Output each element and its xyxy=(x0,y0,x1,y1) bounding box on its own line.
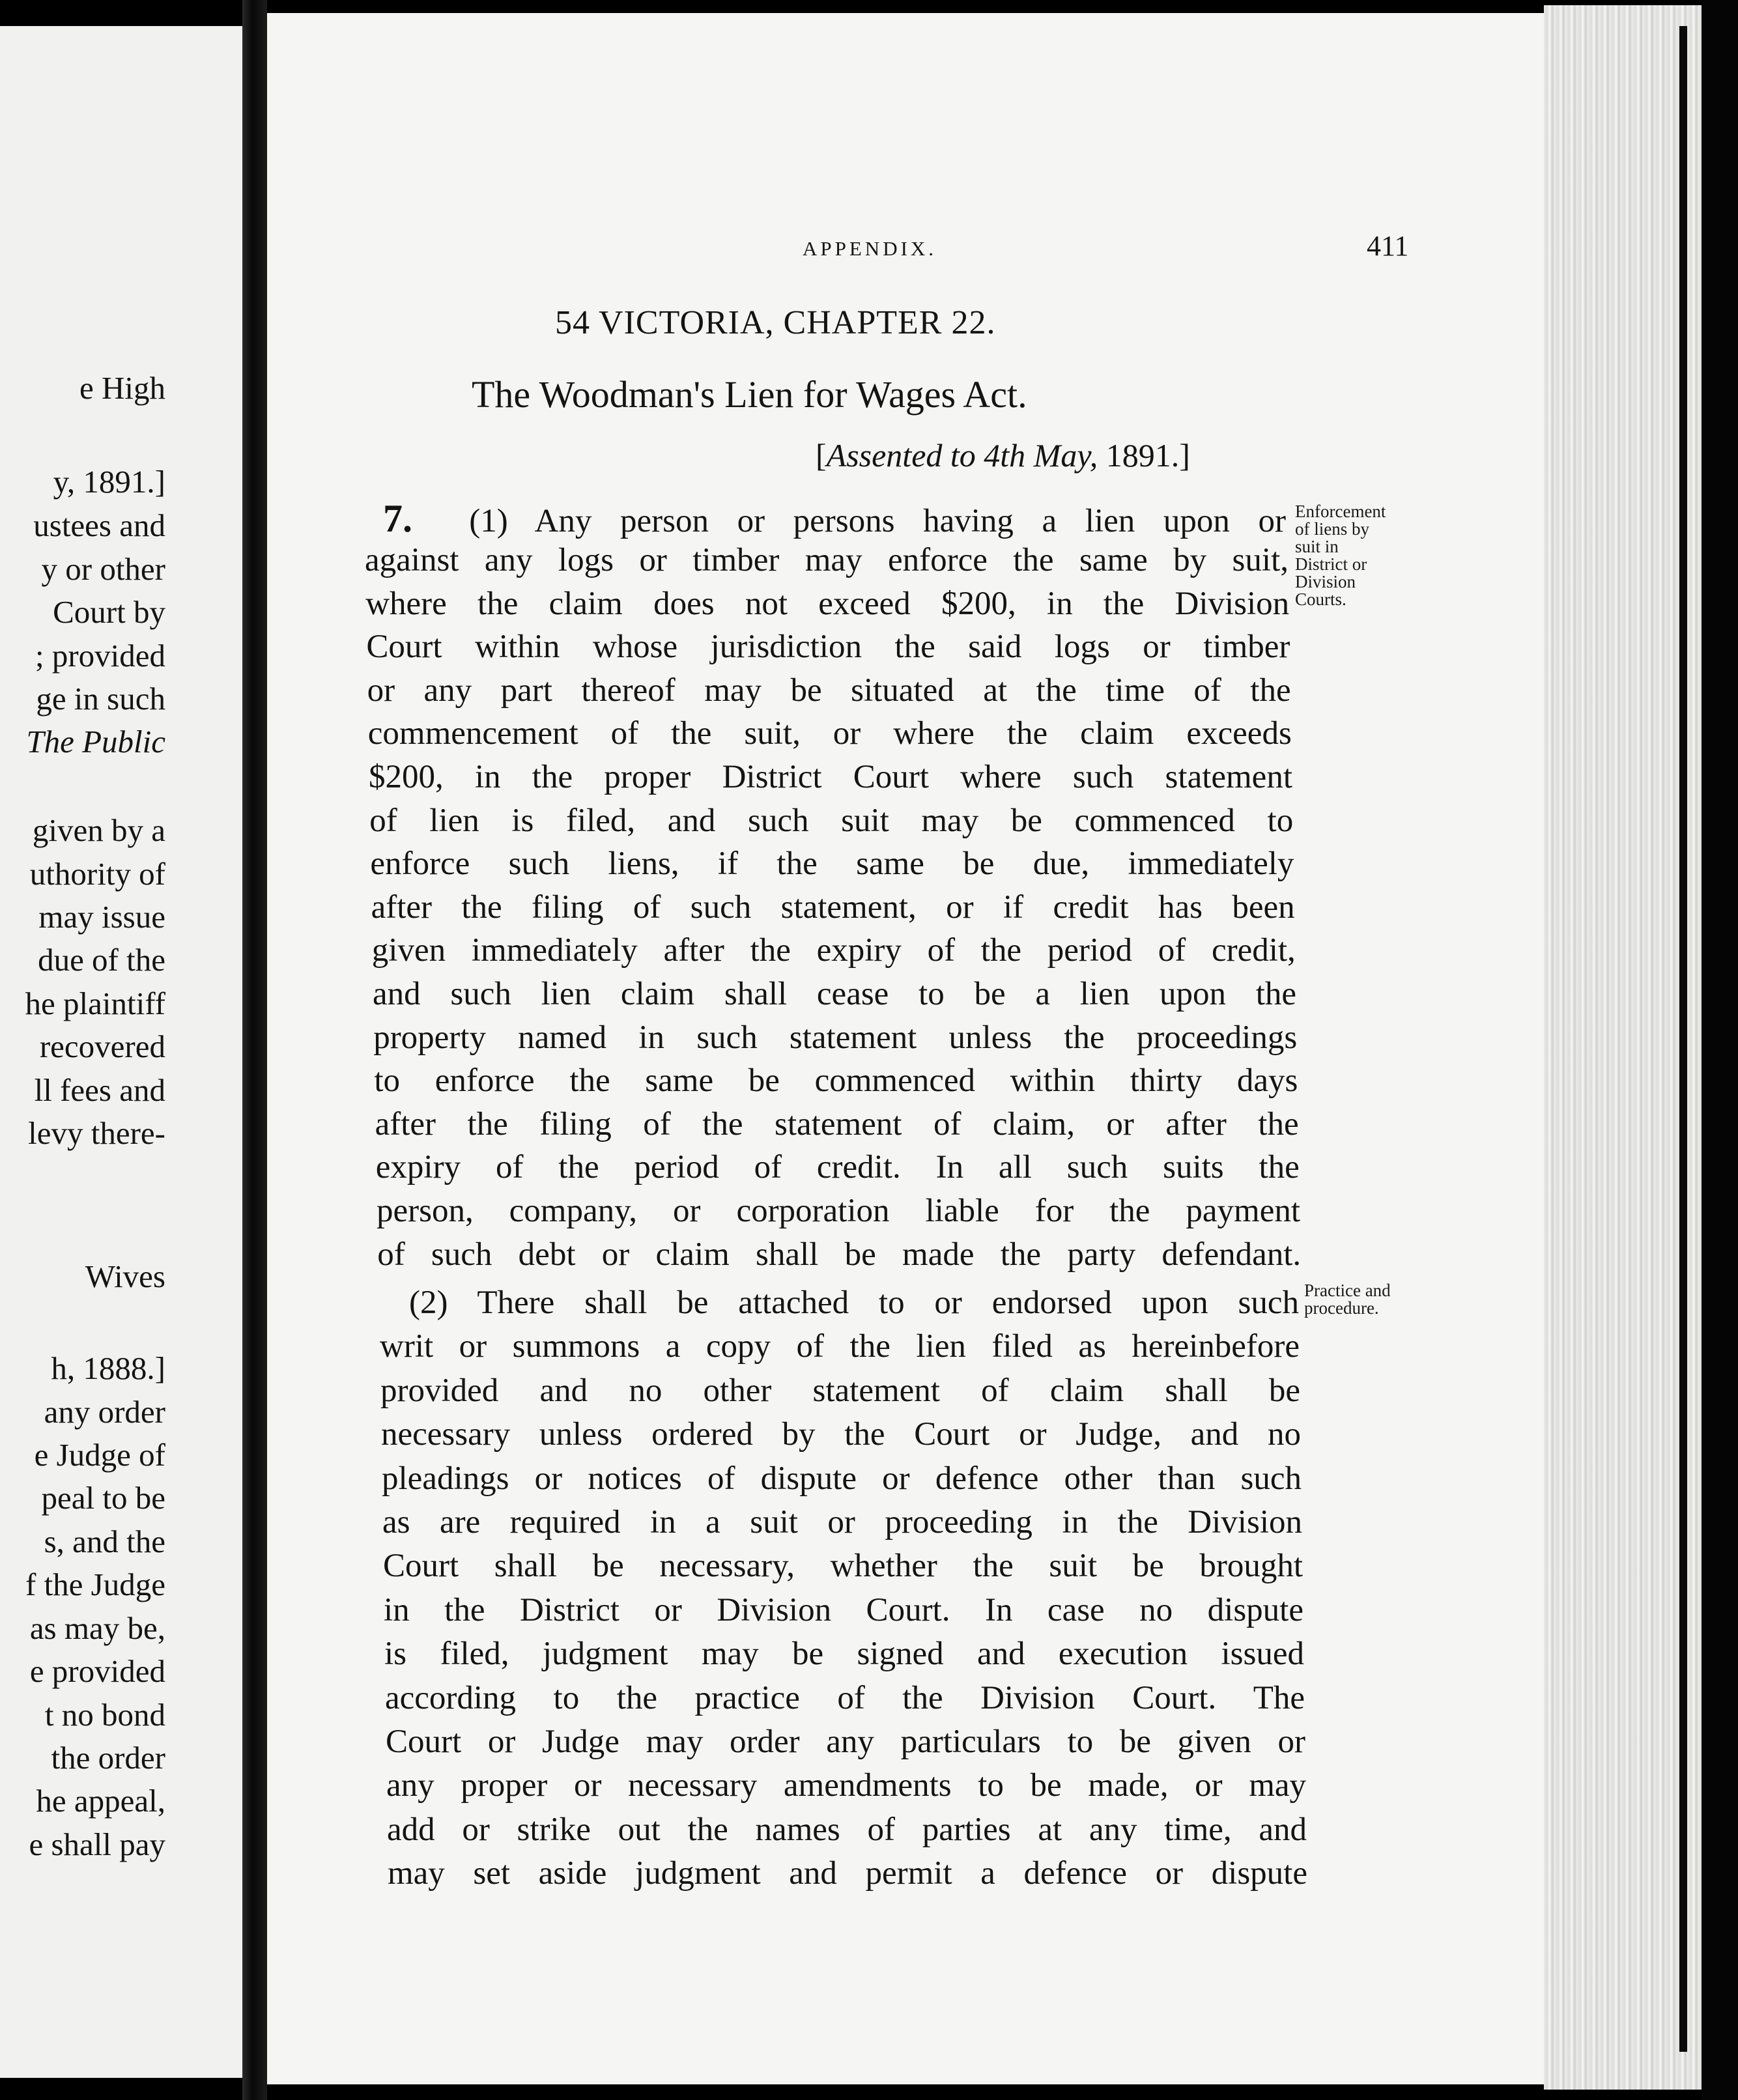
left-page-line: e Judge of xyxy=(34,1437,165,1473)
assent-bracket: [ xyxy=(816,437,827,474)
left-page-line: ll fees and xyxy=(34,1072,165,1108)
left-page-line: recovered xyxy=(39,1029,165,1064)
margin-note-line: suit in xyxy=(1295,537,1339,556)
left-page-line: Court by xyxy=(53,594,165,630)
margin-note-enforcement xyxy=(1295,503,1432,608)
body-line: Court shall be necessary, whether the suit be brought xyxy=(383,1548,1303,1585)
left-page-line: h, 1888.] xyxy=(51,1350,165,1386)
body-line: after the filing of the statement of claim, or after the xyxy=(375,1105,1299,1142)
body-line: expiry of the period of credit. In all such suits the xyxy=(375,1149,1300,1186)
body-line: as are required in a suit or proceeding in the Division xyxy=(382,1504,1302,1540)
body-line: property named in such statement unless the proceedings xyxy=(373,1019,1298,1056)
margin-note-line: procedure. xyxy=(1304,1298,1379,1318)
body-line: person, company, or corporation liable for the payment xyxy=(377,1193,1300,1229)
body-line: or any part thereof may be situated at the time of the xyxy=(367,672,1291,709)
margin-note-line: of liens by xyxy=(1295,519,1369,539)
left-page-line: uthority of xyxy=(29,856,165,892)
body-line: given immediately after the expiry of the period of credit, xyxy=(371,932,1296,969)
margin-note-line: Enforcement xyxy=(1295,502,1386,521)
left-page-line: due of the xyxy=(38,942,165,978)
left-page-line: s, and the xyxy=(44,1524,165,1559)
body-line: according to the practice of the Division Court. The xyxy=(385,1679,1305,1716)
margin-note-line: District or xyxy=(1295,554,1367,574)
left-page-line: e High xyxy=(79,370,165,406)
body-line: Court or Judge may order any particulars to be given or xyxy=(386,1724,1305,1760)
page-edges-shadow xyxy=(1679,26,1687,2052)
left-page-line: t no bond xyxy=(44,1697,165,1733)
left-page-line: peal to be xyxy=(41,1480,165,1516)
book-gutter xyxy=(242,0,267,2100)
left-page-line: he plaintiff xyxy=(25,986,165,1021)
body-line: $200, in the proper District Court where such statement xyxy=(369,759,1292,795)
body-line: (2) There shall be attached to or endorsed upon such xyxy=(409,1284,1299,1321)
left-page-line: ge in such xyxy=(36,681,165,717)
left-page-line: any order xyxy=(44,1394,165,1430)
scan-border xyxy=(1702,0,1738,2100)
chapter-title: 54 VICTORIA, CHAPTER 22. xyxy=(555,304,996,341)
body-line: of lien is filed, and such suit may be commenced to xyxy=(369,802,1294,839)
body-line: necessary unless ordered by the Court or Judge, and no xyxy=(381,1416,1301,1453)
left-page-line: The Public xyxy=(26,724,165,759)
left-page-line: he appeal, xyxy=(36,1783,165,1819)
assent-note xyxy=(816,436,1190,474)
body-line: in the District or Division Court. In case no dispute xyxy=(384,1591,1304,1628)
body-line: is filed, judgment may be signed and execution issued xyxy=(384,1636,1304,1673)
left-page-line: ustees and xyxy=(33,507,165,543)
body-line: writ or summons a copy of the lien filed as hereinbefore xyxy=(380,1328,1300,1365)
left-page-line: e shall pay xyxy=(29,1826,165,1862)
body-line: against any logs or timber may enforce the same by suit, xyxy=(365,542,1289,578)
section-first-line xyxy=(383,499,1286,541)
body-line: after the filing of such statement, or if credit has been xyxy=(371,888,1295,926)
left-page-line: y, 1891.] xyxy=(53,464,165,500)
body-line: enforce such liens, if the same be due, immediately xyxy=(370,845,1294,883)
left-page-line: y or other xyxy=(41,551,165,587)
body-line: and such lien claim shall cease to be a lien upon the xyxy=(373,976,1296,1012)
left-page-line: may issue xyxy=(38,899,165,935)
body-line: may set aside judgment and permit a defence or dispute xyxy=(388,1855,1307,1892)
margin-note-line: Practice and xyxy=(1304,1281,1391,1300)
body-line: where the claim does not exceed $200, in the Division xyxy=(365,585,1290,622)
body-line: provided and no other statement of claim shall be xyxy=(380,1372,1300,1409)
left-page-line: Wives xyxy=(85,1258,165,1294)
body-line: pleadings or notices of dispute or defence other than such xyxy=(382,1460,1302,1497)
act-title: The Woodman's Lien for Wages Act. xyxy=(472,373,1027,416)
body-line: add or strike out the names of parties at any time, and xyxy=(387,1811,1307,1848)
margin-note-line: Courts. xyxy=(1295,589,1346,609)
margin-note-practice xyxy=(1304,1282,1441,1317)
para1-opening: (1) Any person or persons having a lien upon or xyxy=(469,503,1286,539)
running-head: APPENDIX. xyxy=(803,237,937,260)
left-page-line: e provided xyxy=(29,1653,165,1689)
left-page-line: given by a xyxy=(32,812,165,848)
left-page-line: as may be, xyxy=(29,1610,165,1646)
page-edges xyxy=(1544,5,1713,2090)
body-line: Court within whose jurisdiction the said logs or timber xyxy=(366,629,1290,666)
page-number: 411 xyxy=(1367,230,1409,262)
body-line: any proper or necessary amendments to be made, or may xyxy=(386,1767,1306,1804)
left-page-line: ; provided xyxy=(35,638,165,674)
left-page-line: levy there- xyxy=(28,1115,165,1151)
left-page-line: the order xyxy=(51,1740,165,1776)
assent-date: Assented to 4th May, xyxy=(826,437,1098,474)
body-line: commencement of the suit, or where the claim exceeds xyxy=(367,715,1292,752)
body-line: of such debt or claim shall be made the party defendant. xyxy=(377,1236,1302,1273)
body-line: to enforce the same be commenced within thirty days xyxy=(374,1062,1298,1100)
assent-year: 1891.] xyxy=(1098,437,1190,474)
margin-note-line: Division xyxy=(1295,572,1356,591)
section-number: 7. xyxy=(383,497,412,540)
left-page-line: f the Judge xyxy=(25,1567,165,1602)
